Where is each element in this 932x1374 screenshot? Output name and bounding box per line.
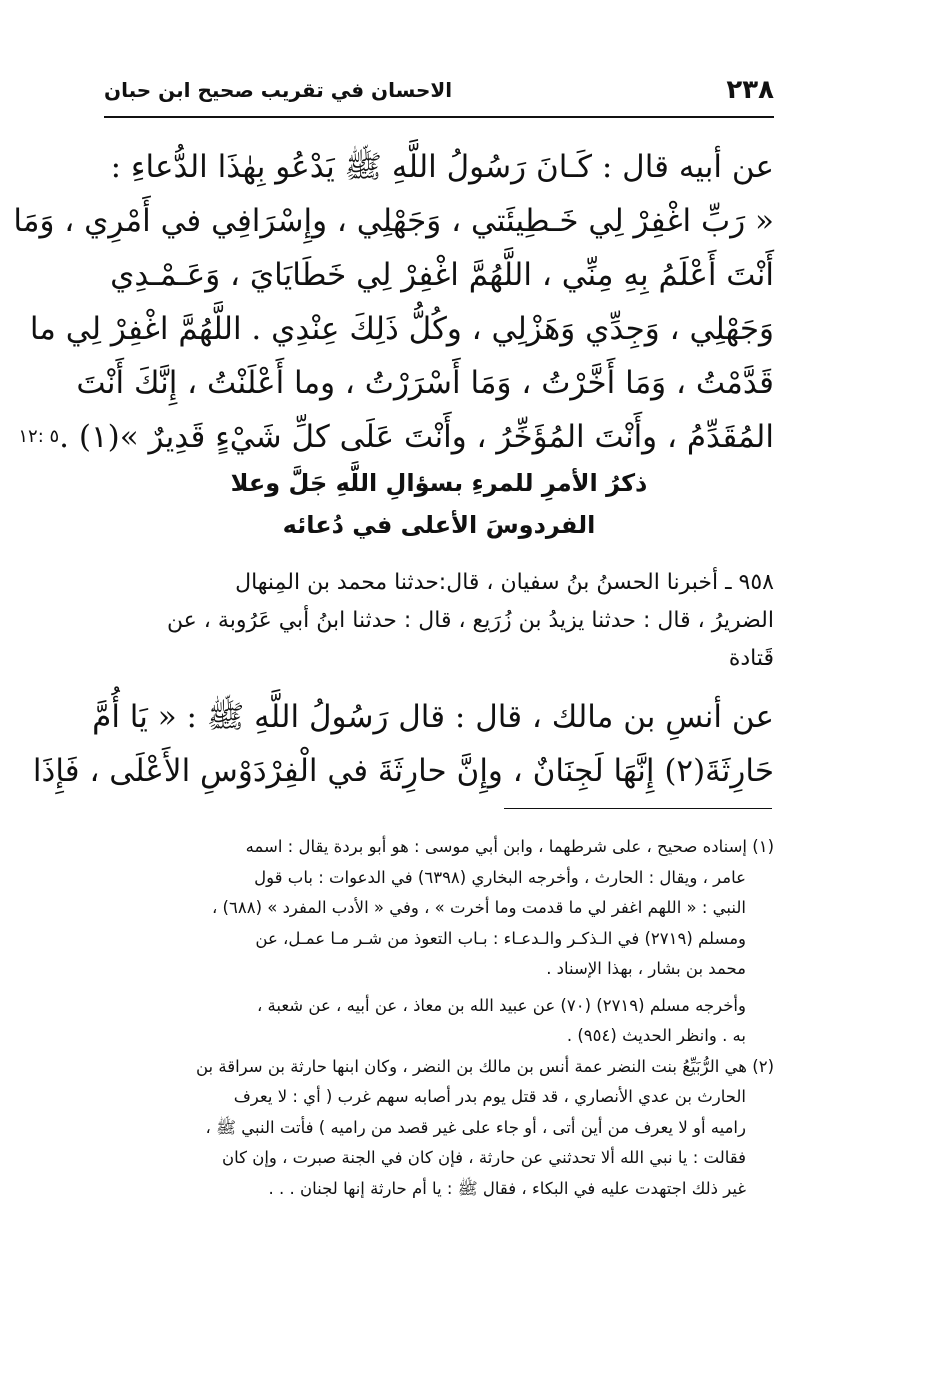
footnote-line: (١) إسناده صحيح ، على شرطهما ، وابن أبي موسى : هو أبو بردة يقال : اسمه bbox=[245, 837, 774, 856]
hadith-line-last bbox=[18, 410, 774, 464]
hadith-line: عن أنسِ بن مالك ، قال : قال رَسُولُ اللَّهِ ﷺ : « يَا أُمَّ bbox=[92, 699, 774, 735]
header-divider bbox=[104, 116, 774, 118]
hadith-line: وَجَهْلِي ، وَجِدِّي وَهَزْلِي ، وكُلُّ ذَلِكَ عِنْدِي . اللَّهُمَّ اغْفِرْ لِي ما bbox=[29, 311, 774, 347]
isnad-line: قَتادة bbox=[728, 646, 774, 671]
page-header bbox=[104, 70, 774, 110]
footnote-line: وأخرجه مسلم (٢٧١٩) (٧٠) عن عبيد الله بن معاذ ، عن أبيه ، عن شعبة ، bbox=[256, 995, 746, 1015]
footnote-line: الحارث بن عدي الأنصاري ، قد قتل يوم بدر أصابه سهم غرب ( أي : لا يعرف bbox=[233, 1087, 746, 1106]
chapter-heading bbox=[104, 462, 774, 546]
footnote-2 bbox=[104, 1052, 774, 1205]
hadith-957-text bbox=[13, 140, 774, 464]
chapter-heading-line-2: الفردوسَ الأعلى في دُعائه bbox=[282, 511, 596, 539]
hadith-line: حَارِثَةَ(٢) إِنَّهَا لَجِنَانٌ ، وإِنَّ حارِثَةَ في الْفِرْدَوْسِ الأَعْلَى ، فَإِذَا bbox=[32, 753, 774, 789]
footnote-line: محمد بن بشار ، بهذا الإسناد . bbox=[546, 959, 746, 978]
hadith-line: المُقَدِّمُ ، وأَنْتَ المُؤَخِّرُ ، وأَنْتَ عَلَى كلِّ شَيْءٍ قَدِيرٌ »(١) . bbox=[59, 419, 774, 455]
chapter-heading-line-1: ذكرُ الأمرِ للمرءِ بسؤالِ اللَّهِ جَلَّ وعلا bbox=[230, 469, 648, 497]
footnotes bbox=[104, 832, 774, 1204]
footnote-line: ومسلم (٢٧١٩) في الـذكـر والـدعـاء : بـاب التعوذ من شـر مـا عمـل، عن bbox=[255, 928, 746, 948]
cross-reference: ٥ :١٢ bbox=[18, 426, 60, 447]
footnote-line: (٢) هي الرُّبَيِّعُ بنت النضر عمة أنس بن مالك بن النضر ، وكان ابنها حارثة بن سراقة بن bbox=[195, 1056, 774, 1076]
hadith-958-text bbox=[32, 690, 774, 798]
footnote-line: فقالت : يا نبي الله ألا تحدثني عن حارثة ، فإن كان في الجنة صبرت ، وإن كان bbox=[221, 1148, 746, 1167]
footnote-line: راميه أو لا يعرف من أين أتى ، أو جاء على غير قصد من راميه ) فأتت النبي ﷺ ، bbox=[205, 1117, 746, 1137]
hadith-958-chain bbox=[104, 564, 774, 678]
running-title: الاحسان في تقريب صحيح ابن حبان bbox=[104, 78, 453, 102]
isnad-line: ٩٥٨ ـ أخبرنا الحسنُ بنُ سفيان ، قال:حدثنا محمد بن المِنهال bbox=[235, 570, 774, 595]
hadith-line: عن أبيه قال : كَـانَ رَسُولُ اللَّهِ ﷺ يَدْعُو بِهٰذَا الدُّعاءِ : bbox=[110, 149, 774, 185]
page-number: ٢٣٨ bbox=[726, 75, 774, 105]
hadith-line: « رَبِّ اغْفِرْ لِي خَـطِيئَتي ، وَجَهْلِي ، وإِسْرَافِي في أَمْرِي ، وَمَا bbox=[13, 203, 774, 239]
hadith-line: أَنْتَ أَعْلَمُ بِهِ مِنِّي ، اللَّهُمَّ اغْفِرْ لِي خَطَايَايَ ، وَعَـمْـدِي bbox=[110, 257, 774, 293]
footnote-line: به . وانظر الحديث (٩٥٤) . bbox=[566, 1026, 746, 1045]
hadith-line: قَدَّمْتُ ، وَمَا أَخَّرْتُ ، وَمَا أَسْرَرْتُ ، وما أَعْلَنْتُ ، إِنَّكَ أَنْتَ bbox=[76, 365, 774, 401]
footnote-line: النبي : « اللهم اغفر لي ما قدمت وما أخرت » ، وفي « الأدب المفرد » (٦٨٨) ، bbox=[211, 898, 746, 917]
isnad-line: الضريرُ ، قال : حدثنا يزيدُ بن زُرَيع ، قال : حدثنا ابنُ أبي عَرُوبة ، عن bbox=[166, 608, 774, 633]
footnote-line: غير ذلك اجتهدت عليه في البكاء ، فقال ﷺ : يا أم حارثة إنها لجنان . . . bbox=[268, 1178, 746, 1198]
footnote-divider bbox=[504, 808, 772, 809]
footnote-line: عامر ، ويقال : الحارث ، وأخرجه البخاري (٦٣٩٨) في الدعوات : باب قول bbox=[254, 867, 746, 887]
footnote-1 bbox=[104, 832, 774, 1052]
